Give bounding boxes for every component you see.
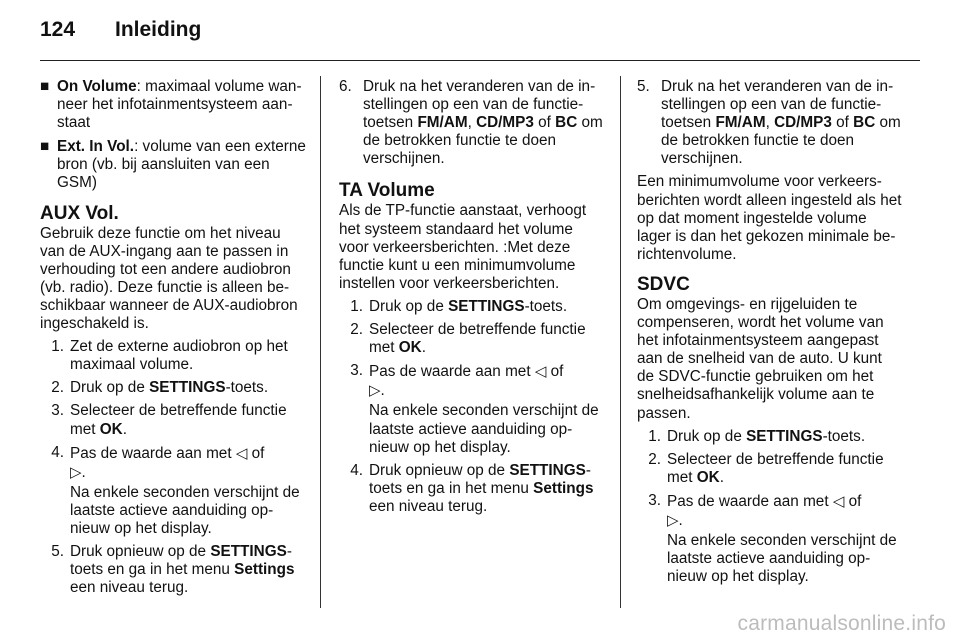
page-number: 124 bbox=[40, 18, 76, 41]
left-triangle-icon: ◁ bbox=[832, 491, 845, 510]
aux-heading: AUX Vol. bbox=[40, 202, 119, 224]
minimum-volume-text: Een minimumvolume voor verkeersberichten wordt alleen ingesteld als het op dat moment ingestelde volume lager is dan het gekozen minimale berichtenvolume. bbox=[637, 173, 902, 263]
bullet-text: : maximaal volume wanneer het infotainmentsysteem aanstaat bbox=[57, 78, 302, 132]
bullet-marker: ■ bbox=[40, 138, 50, 156]
step-5: 5. Druk na het veranderen van de instellingen op een van de functietoetsen FM/AM, CD/MP3 of BC om de betrokken functie te doen verschijnen. bbox=[637, 78, 901, 168]
bullet-marker: ■ bbox=[40, 78, 50, 95]
right-triangle-icon: ▷ bbox=[667, 510, 679, 529]
step-4: 4. Druk opnieuw op de SETTINGS-toets en ga in het menu Settings een niveau terug. bbox=[350, 461, 594, 515]
left-triangle-icon: ◁ bbox=[235, 443, 248, 462]
header-rule bbox=[40, 60, 920, 61]
sdvc-intro: Om omgevings- en rijgeluiden te compenseren, wordt het volume van het infotainmentsysteem aangepast aan de snelheid van de auto. U kunt de SDVC-functie gebruiken om het snelheidsafhankelijk volume aan te passen. bbox=[637, 295, 884, 422]
bullet-label: Ext. In Vol. bbox=[57, 138, 135, 156]
step-5: 5. Druk opnieuw op de SETTINGS-toets en ga in het menu Settings een niveau terug. bbox=[51, 543, 295, 597]
step-2: 2. Selecteer de betreffende functie met OK. bbox=[350, 321, 586, 357]
aux-intro: Gebruik deze functie om het niveau van de AUX-ingang aan te passen in verhouding tot een andere audiobron (vb. radio). Deze functie is alleen beschikbaar wanneer de AUX-audiobron ingeschakeld is. bbox=[40, 224, 298, 333]
bullet-label: On Volume bbox=[57, 78, 137, 95]
step-1: 1. Druk op de SETTINGS-toets. bbox=[350, 297, 568, 315]
ta-volume-heading: TA Volume bbox=[339, 180, 435, 202]
bullet-ext-in-vol bbox=[40, 138, 306, 192]
sdvc-heading: SDVC bbox=[637, 273, 690, 295]
page-header bbox=[40, 18, 201, 52]
step-3: 3. Pas de waarde aan met ◁ of ▷. Na enkele seconden verschijnt de laatste actieve aanduiding opnieuw op het display. bbox=[637, 492, 903, 586]
step-6: 6. Druk na het veranderen van de instellingen op een van de functietoetsen FM/AM, CD/MP3 of BC om de betrokken functie te doen verschijnen. bbox=[339, 78, 603, 168]
step-1: 1. Zet de externe audiobron op het maximaal volume. bbox=[51, 338, 288, 374]
step-3: 3. Pas de waarde aan met ◁ of ▷. Na enkele seconden verschijnt de laatste actieve aanduiding opnieuw op het display. bbox=[339, 362, 605, 456]
watermark: carmanualsonline.info bbox=[737, 612, 946, 635]
step-note: Na enkele seconden verschijnt de laatste actieve aanduiding opnieuw op het display. bbox=[369, 402, 599, 456]
bullet-text: : volume van een externe bron (vb. bij aansluiten van een GSM) bbox=[57, 138, 306, 192]
step-note: Na enkele seconden verschijnt de laatste actieve aanduiding opnieuw op het display. bbox=[667, 532, 897, 586]
column-1 bbox=[40, 78, 306, 602]
column-divider-1 bbox=[320, 76, 321, 608]
step-3: 3. Selecteer de betreffende functie met OK. bbox=[51, 402, 287, 438]
column-divider-2 bbox=[620, 76, 621, 608]
right-triangle-icon: ▷ bbox=[70, 462, 82, 481]
column-3 bbox=[637, 78, 903, 591]
ta-volume-intro: Als de TP-functie aanstaat, verhoogt het systeem standaard het volume voor verkeersberichten. :Met deze functie kunt u een minimumvolume instellen voor verkeersberichten. bbox=[339, 202, 587, 292]
step-4: 4. Pas de waarde aan met ◁ of ▷. Na enkele seconden verschijnt de laatste actieve aanduiding opnieuw op het display. bbox=[40, 444, 306, 538]
bullet-on-volume bbox=[40, 78, 306, 132]
step-2: 2. Druk op de SETTINGS-toets. bbox=[51, 379, 269, 397]
step-1: 1. Druk op de SETTINGS-toets. bbox=[648, 427, 866, 445]
left-triangle-icon: ◁ bbox=[534, 362, 547, 381]
column-2 bbox=[339, 78, 605, 521]
right-triangle-icon: ▷ bbox=[369, 381, 381, 400]
page-title: Inleiding bbox=[115, 18, 202, 41]
step-note: Na enkele seconden verschijnt de laatste actieve aanduiding opnieuw op het display. bbox=[70, 483, 300, 537]
step-2: 2. Selecteer de betreffende functie met OK. bbox=[648, 450, 884, 486]
